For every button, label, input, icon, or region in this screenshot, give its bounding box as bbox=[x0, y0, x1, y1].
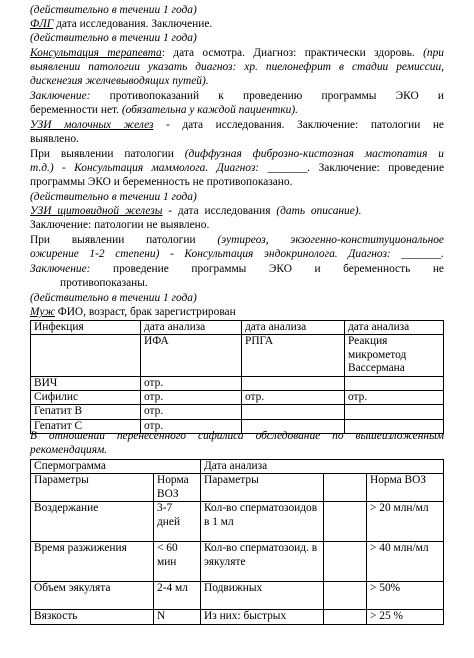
table-cell bbox=[324, 610, 367, 624]
table-cell bbox=[345, 376, 444, 390]
table-header-cell: Инфекция bbox=[31, 321, 141, 335]
table-header-cell: Норма ВОЗ bbox=[154, 474, 201, 502]
table-cell bbox=[324, 542, 367, 582]
table-cell bbox=[242, 376, 345, 390]
table-row bbox=[31, 502, 444, 542]
therapist-note-start: (при bbox=[423, 47, 445, 59]
mammologist-conclusion: Заключение: проведение bbox=[310, 162, 444, 174]
table-row bbox=[31, 335, 444, 376]
thyroid-text: - дата исследования bbox=[162, 205, 277, 217]
husband-label: Муж bbox=[30, 306, 55, 318]
table-cell: РПГА bbox=[242, 335, 345, 376]
breast-pathology-note: (диффузная фиброзно-кистозная мастопатия и bbox=[184, 148, 444, 160]
flg-line bbox=[30, 18, 444, 32]
endocrinologist-line: ожирение 1-2 степени) - Консультация эндокринолога. Диагноз: _______. bbox=[30, 248, 444, 260]
table-cell: отр. bbox=[141, 376, 242, 390]
table-cell: > 20 млн/мл bbox=[367, 502, 444, 542]
table-header-cell bbox=[324, 474, 367, 502]
breast-us-label: УЗИ молочных желез bbox=[30, 119, 154, 131]
thyroid-final-end: противопоказаны. bbox=[60, 277, 148, 289]
breast-us-end: выявлено. bbox=[30, 133, 79, 145]
table-cell: Вязкость bbox=[31, 610, 154, 624]
table-header-cell: дата анализа bbox=[242, 321, 345, 335]
table-cell: > 40 млн/мл bbox=[367, 542, 444, 582]
table-cell: Гепатит В bbox=[31, 405, 141, 419]
table-cell: < 60 мин bbox=[154, 542, 201, 582]
table-cell: Сифилис bbox=[31, 391, 141, 405]
thyroid-label: УЗИ щитовидной железы bbox=[30, 205, 163, 217]
table-row bbox=[31, 582, 444, 610]
thyroid-conclusion: Заключение: патологии не выявлено. bbox=[30, 219, 210, 231]
table-cell bbox=[31, 335, 141, 376]
syphilis-note: В отношении перенесенного сифилиса обследование по вышеизложенным bbox=[30, 430, 444, 442]
table-cell: Время разжижения bbox=[31, 542, 154, 582]
table-cell: Кол-во сперматозоидов в 1 мл bbox=[201, 502, 324, 542]
table-cell: Объем эякулята bbox=[31, 582, 154, 610]
table-cell: > 25 % bbox=[367, 610, 444, 624]
table-cell: > 50% bbox=[367, 582, 444, 610]
table-header-cell: дата анализа bbox=[345, 321, 444, 335]
table-row bbox=[31, 542, 444, 582]
table-cell: отр. bbox=[242, 391, 345, 405]
table-cell: отр. bbox=[345, 391, 444, 405]
validity-note: (действительно в течении 1 года) bbox=[30, 32, 197, 44]
table-row bbox=[31, 460, 444, 474]
table-cell: N bbox=[154, 610, 201, 624]
flg-label: ФЛГ bbox=[30, 18, 54, 30]
therapist-label: Консультация терапевта bbox=[30, 47, 162, 59]
validity-note: (действительно в течении 1 года) bbox=[30, 4, 197, 16]
table-cell: Гепатит С bbox=[31, 419, 141, 433]
table-row bbox=[31, 474, 444, 502]
table-cell: 3-7 дней bbox=[154, 502, 201, 542]
breast-pathology-line bbox=[30, 148, 444, 162]
table-cell: Воздержание bbox=[31, 502, 154, 542]
table-row bbox=[31, 391, 444, 405]
therapist-conclusion bbox=[30, 90, 444, 104]
spermogram-title: Спермограмма bbox=[31, 460, 201, 474]
table-cell: отр. bbox=[141, 419, 242, 433]
thyroid-note: (дать описание). bbox=[276, 205, 362, 217]
mammologist-line bbox=[30, 162, 444, 176]
table-row bbox=[31, 610, 444, 624]
thyroid-pathology-text: При выявлении патологии bbox=[30, 234, 218, 246]
conclusion-text: противопоказаний к проведению программы ЭКО и bbox=[90, 90, 444, 102]
table-header-cell: Параметры bbox=[201, 474, 324, 502]
thyroid-pathology-line bbox=[30, 234, 444, 248]
therapist-note-end: дискенезия желчевыводящих путей). bbox=[30, 75, 209, 87]
breast-us-text: - дата исследования. Заключение: патологии не bbox=[153, 119, 444, 131]
table-row bbox=[31, 376, 444, 390]
therapist-line bbox=[30, 47, 444, 61]
pregnancy-text: беременности нет. bbox=[30, 104, 122, 116]
table-header-cell: дата анализа bbox=[141, 321, 242, 335]
conclusion-label: Заключение: bbox=[30, 263, 91, 275]
thyroid-line bbox=[30, 205, 444, 219]
table-header-cell: Норма ВОЗ bbox=[367, 474, 444, 502]
table-cell: ИФА bbox=[141, 335, 242, 376]
table-cell bbox=[242, 405, 345, 419]
validity-note: (действительно в течении 1 года) bbox=[30, 292, 197, 304]
table-row bbox=[31, 321, 444, 335]
therapist-note: выявлении патологии указать диагноз: хр. пиелонефрит в стадии ремиссии, bbox=[30, 61, 444, 73]
mammologist-note: т.д.) - Консультация маммолога. Диагноз: _______. bbox=[30, 162, 311, 174]
table-cell: 2-4 мл bbox=[154, 582, 201, 610]
thyroid-final-conclusion bbox=[30, 263, 444, 277]
table-row bbox=[31, 405, 444, 419]
therapist-text: : дата осмотра. Диагноз: практически здоровь. bbox=[161, 47, 424, 59]
therapist-conclusion-end bbox=[30, 104, 444, 118]
conclusion-label: Заключение: bbox=[30, 90, 91, 102]
table-cell bbox=[324, 502, 367, 542]
husband-line bbox=[30, 306, 444, 320]
spermogram-table bbox=[30, 459, 444, 625]
syphilis-note-end: рекомендациям. bbox=[30, 444, 108, 456]
table-cell: Подвижных bbox=[201, 582, 324, 610]
thyroid-pathology-note: (эутиреоз, экзогенно-конституциональное bbox=[217, 234, 444, 246]
conclusion-text: проведение программы ЭКО и беременность не bbox=[90, 263, 444, 275]
validity-note: (действительно в течении 1 года) bbox=[30, 191, 197, 203]
husband-text: ФИО, возраст, брак зарегистрирован bbox=[54, 306, 236, 318]
table-cell: Реакция микрометод Вассермана bbox=[345, 335, 444, 376]
table-cell: Из них: быстрых bbox=[201, 610, 324, 624]
mandatory-note: (обязательна у каждой пациентки). bbox=[121, 104, 299, 116]
analysis-date-header: Дата анализа bbox=[201, 460, 444, 474]
table-cell: отр. bbox=[141, 391, 242, 405]
breast-pathology-text: При выявлении патологии bbox=[30, 148, 185, 160]
table-cell bbox=[345, 405, 444, 419]
table-cell: Кол-во сперматозоид. в эякуляте bbox=[201, 542, 324, 582]
table-cell bbox=[324, 582, 367, 610]
mammologist-end: программы ЭКО и беременность не противопоказано. bbox=[30, 176, 293, 188]
breast-us-line bbox=[30, 119, 444, 133]
flg-text: дата исследования. Заключение. bbox=[53, 18, 213, 30]
table-cell: отр. bbox=[141, 405, 242, 419]
table-header-cell: Параметры bbox=[31, 474, 154, 502]
infection-table bbox=[30, 320, 444, 434]
table-cell: ВИЧ bbox=[31, 376, 141, 390]
